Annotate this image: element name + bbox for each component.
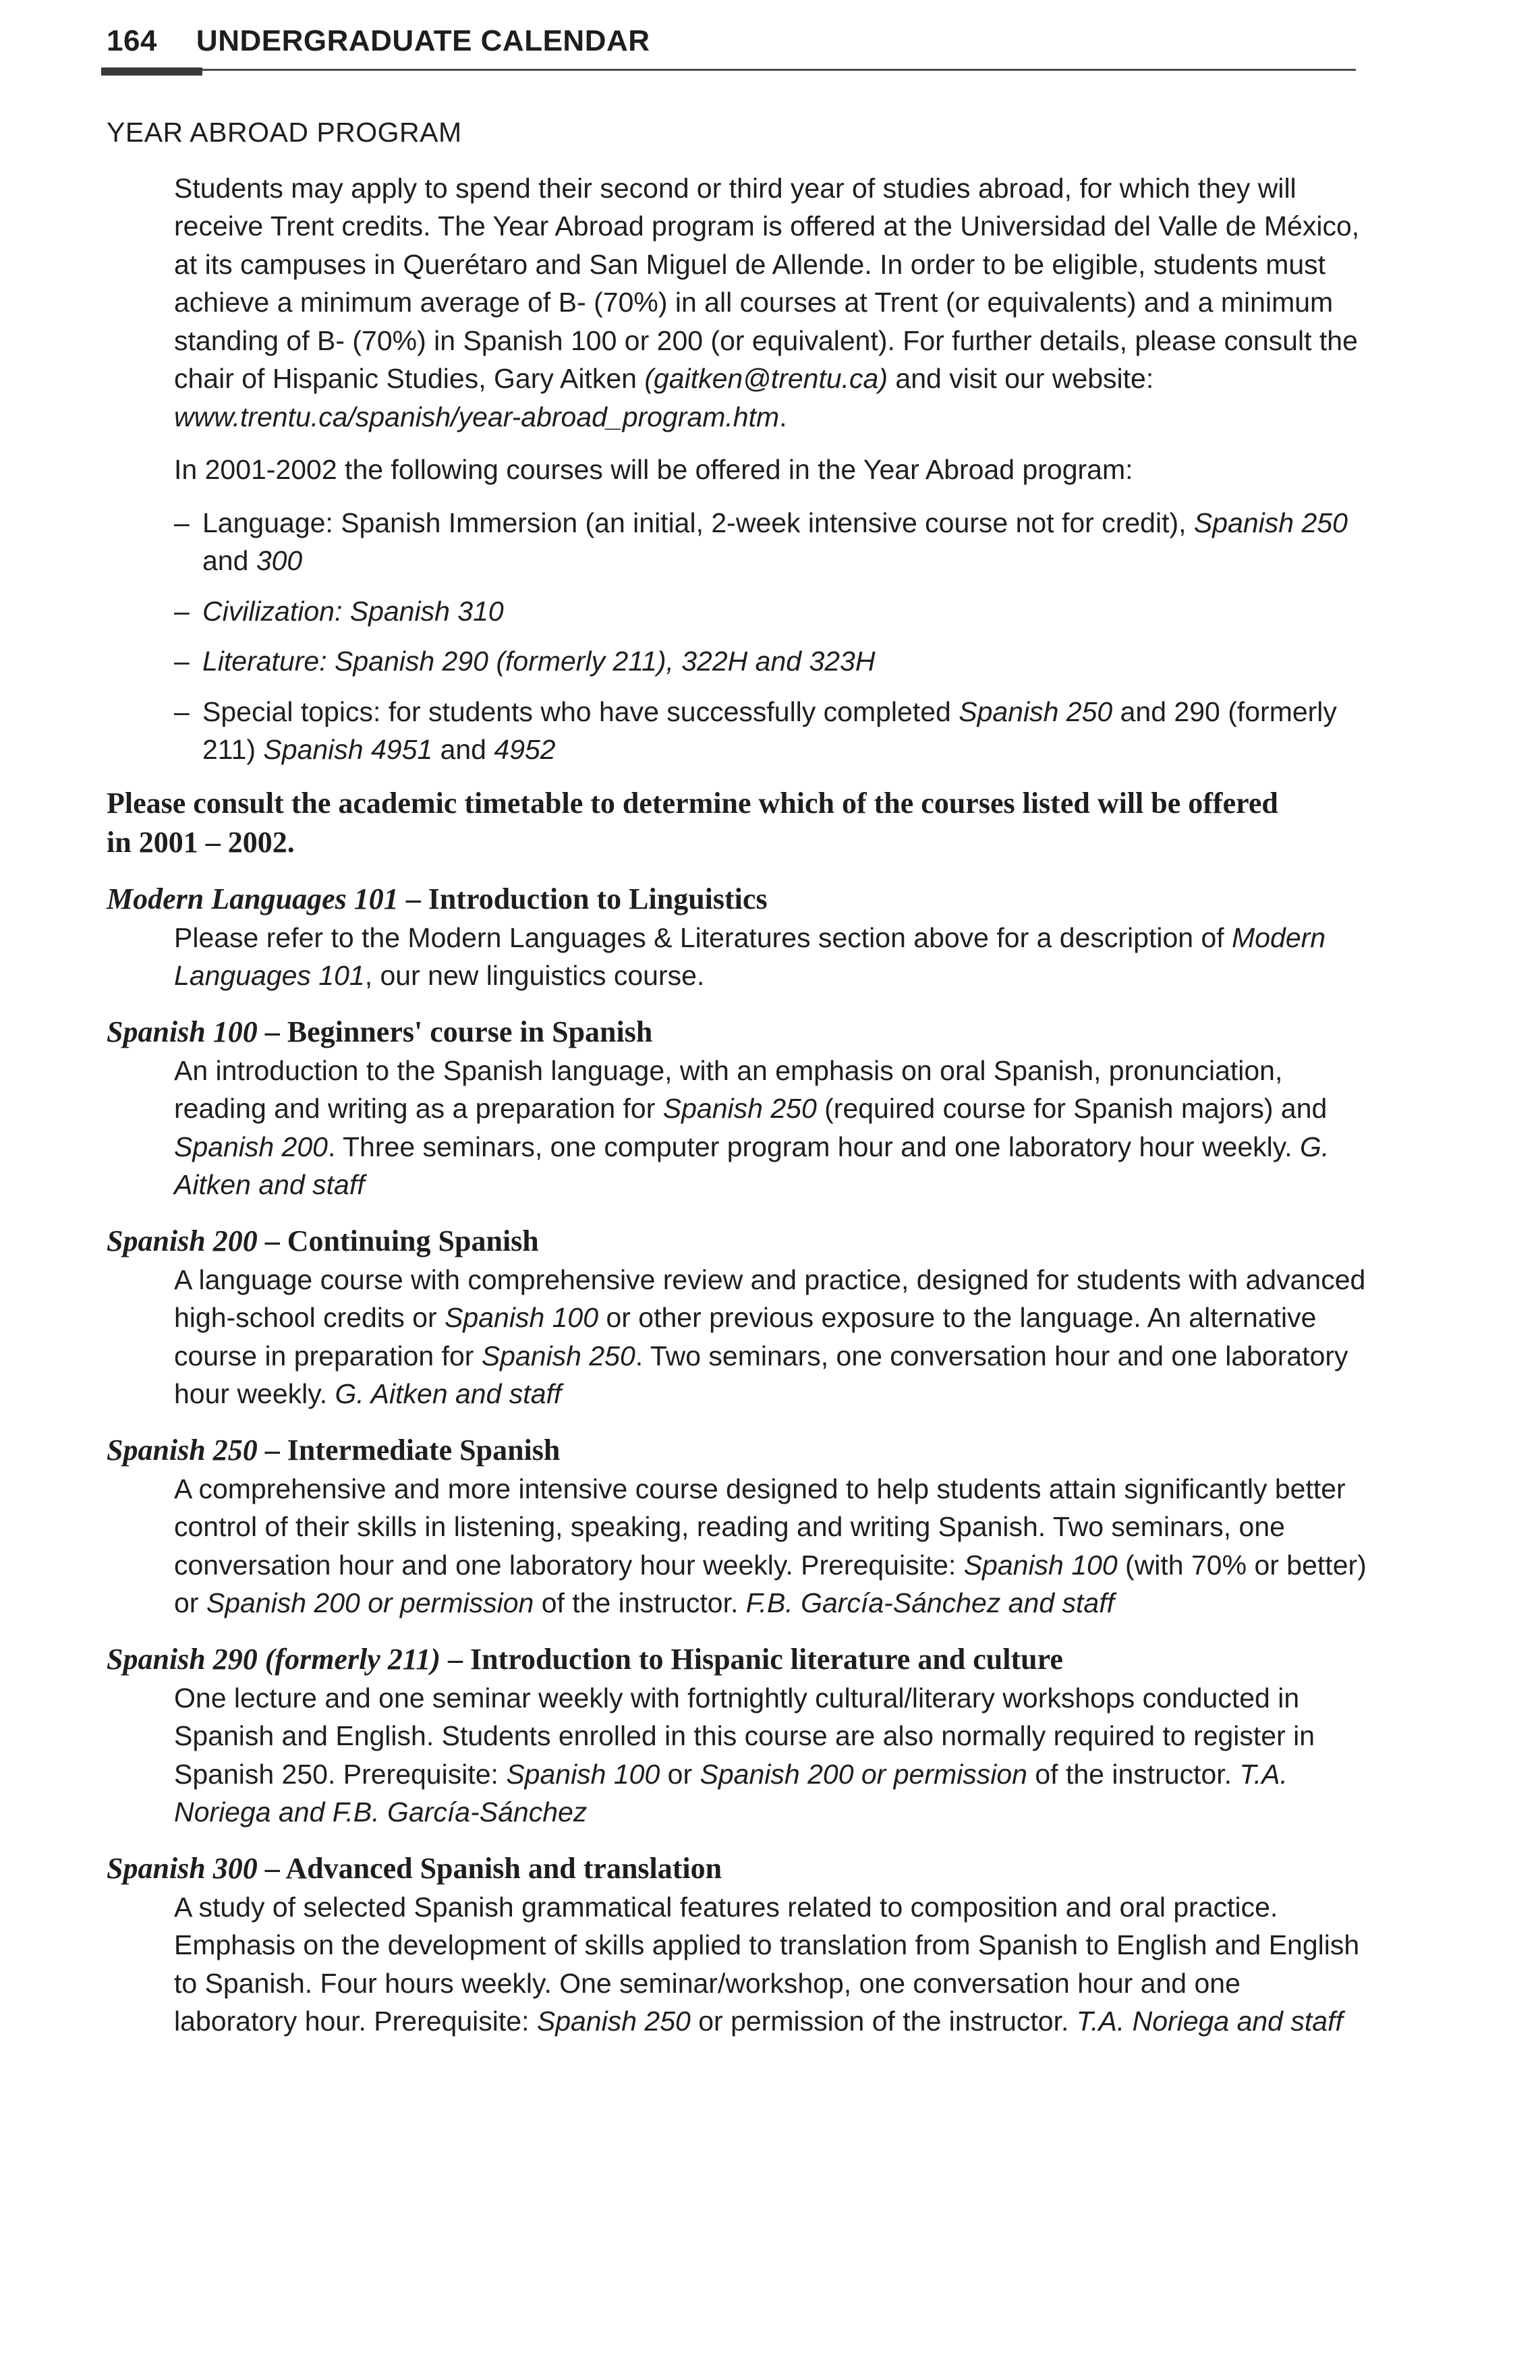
course-instructors: G. Aitken and staff	[335, 1378, 562, 1409]
list-dash: –	[174, 696, 190, 727]
course-instructors: G. Aitken and staff	[174, 1131, 1330, 1200]
offered-course-list	[174, 504, 1368, 769]
intro-text-3: .	[779, 401, 787, 432]
course-code: Spanish 200	[107, 1224, 258, 1257]
list-text-italic: 300	[256, 545, 303, 576]
header-rule	[101, 69, 1356, 71]
course-description: A study of selected Spanish grammatical features related to composition and oral practice. Emphasis on the development of skills applied to translation from Spanish to English and English to Spanish. Four hours weekly. One seminar/workshop, one conversation hour and one laboratory hour. Prerequisite: Spanish 250 or permission of the instructor. T.A. Noriega and staff	[174, 1891, 1360, 2037]
course-sep: –	[257, 1433, 287, 1467]
course-description: A language course with comprehensive review and practice, designed for students with advanced high-school credits or Spanish 100 or other previous exposure to the language. An alternative course in preparation for Spanish 250. Two seminars, one conversation hour and one laboratory hour weekly. G. Aitken and staff	[174, 1264, 1366, 1409]
course-title: Introduction to Linguistics	[428, 882, 768, 915]
course-heading	[107, 1222, 1368, 1261]
course-heading	[107, 1849, 1368, 1888]
email-address: (gaitken@trentu.ca)	[644, 363, 888, 394]
course-title: Beginners' course in Spanish	[287, 1015, 653, 1048]
course-entry	[107, 1013, 1368, 1204]
course-code: Spanish 300	[107, 1851, 258, 1885]
offered-courses-intro: In 2001-2002 the following courses will be offered in the Year Abroad program:	[174, 454, 1133, 485]
course-instructors: T.A. Noriega and staff	[1076, 2006, 1343, 2037]
course-title: Continuing Spanish	[287, 1224, 539, 1257]
list-text-italic: Civilization: Spanish 310	[202, 595, 504, 627]
list-item	[174, 642, 1368, 681]
course-sep: –	[257, 1015, 287, 1048]
intro-text: Students may apply to spend their second or third year of studies abroad, for which they will receive Trent credits. The Year Abroad program is offered at the Universidad del Valle de México, at its campuses in Querétaro and San Miguel de Allende. In order to be eligible, students must achieve a minimum average of B- (70%) in all courses at Trent (or equivalents) and a minimum standing of B- (70%) in Spanish 100 or 200 (or equivalent). For further details, please consult the chair of Hispanic Studies, Gary Aitken	[174, 172, 1360, 394]
course-sep: –	[257, 1224, 287, 1257]
list-text: and	[432, 734, 494, 765]
course-list	[107, 880, 1368, 2041]
course-entry	[107, 1431, 1368, 1622]
list-dash: –	[174, 595, 190, 627]
running-head	[107, 24, 650, 58]
list-text-italic: Spanish 4951	[263, 734, 433, 765]
timetable-notice: Please consult the academic timetable to determine which of the courses listed will be offered in 2001 – 2002.	[107, 786, 1278, 859]
list-item	[174, 504, 1368, 580]
list-text: Language: Spanish Immersion (an initial, 2-week intensive course not for credit),	[202, 507, 1194, 538]
running-title: UNDERGRADUATE CALENDAR	[196, 24, 650, 57]
intro-paragraph	[174, 169, 1368, 436]
list-dash: –	[174, 507, 190, 538]
course-description: One lecture and one seminar weekly with fortnightly cultural/literary workshops conducted in Spanish and English. Students enrolled in this course are also normally required to register in Spanish 250. Prerequisite: Spanish 100 or Spanish 200 or permission of the instructor. T.A. Noriega and F.B. García-Sánchez	[174, 1682, 1315, 1828]
course-description: A comprehensive and more intensive course designed to help students attain significantly better control of their skills in listening, speaking, reading and writing Spanish. Two seminars, one conversation hour and one laboratory hour weekly. Prerequisite: Spanish 100 (with 70% or better) or Spanish 200 or permission of the instructor. F.B. García-Sánchez and staff	[174, 1473, 1367, 1618]
course-entry	[107, 1222, 1368, 1413]
course-instructors: F.B. García-Sánchez and staff	[745, 1587, 1114, 1618]
list-text-italic: 4952	[494, 734, 556, 765]
list-text: Special topics: for students who have successfully completed	[202, 696, 959, 727]
section-title: YEAR ABROAD PROGRAM	[107, 117, 462, 148]
header-rule-tab	[101, 67, 202, 76]
list-dash: –	[174, 646, 190, 677]
course-heading	[107, 1013, 1368, 1052]
course-sep: –	[398, 882, 428, 915]
course-description: Please refer to the Modern Languages & Literatures section above for a description of Modern Languages 101, our new linguistics course.	[174, 922, 1326, 991]
page-number: 164	[107, 24, 157, 57]
course-description: An introduction to the Spanish language, with an emphasis on oral Spanish, pronunciation, reading and writing as a preparation for Spanish 250 (required course for Spanish majors) and Spanish 200. Three seminars, one computer program hour and one laboratory hour weekly. G. Aitken and staff	[174, 1054, 1330, 1200]
list-item	[174, 592, 1368, 631]
course-heading	[107, 1431, 1368, 1470]
course-title: Introduction to Hispanic literature and culture	[470, 1642, 1063, 1676]
list-item	[174, 693, 1368, 769]
course-entry	[107, 1640, 1368, 1832]
course-code: Spanish 250	[107, 1433, 258, 1467]
course-heading	[107, 880, 1368, 919]
course-entry	[107, 880, 1368, 995]
course-entry	[107, 1849, 1368, 2041]
list-text-italic: Spanish 250	[1193, 507, 1348, 538]
course-title: Intermediate Spanish	[287, 1433, 561, 1467]
list-text-italic: Literature: Spanish 290 (formerly 211), 322H and 323H	[202, 646, 876, 677]
course-code: Modern Languages 101	[107, 882, 399, 915]
course-code: Spanish 290 (formerly 211)	[107, 1642, 441, 1676]
course-heading	[107, 1640, 1368, 1679]
intro-text-2: and visit our website:	[888, 363, 1154, 394]
website-address: www.trentu.ca/spanish/year-abroad_program.htm	[174, 401, 780, 432]
course-code: Spanish 100	[107, 1015, 258, 1048]
course-title: Advanced Spanish and translation	[285, 1851, 722, 1885]
course-sep: –	[257, 1851, 286, 1885]
list-text: and 290 (formerly 211)	[202, 696, 1337, 765]
intro-block	[174, 169, 1368, 489]
list-text: and	[202, 545, 256, 576]
course-sep: –	[440, 1642, 471, 1676]
list-text-italic: Spanish 250	[959, 696, 1113, 727]
page-content	[107, 113, 1368, 2058]
course-instructors: T.A. Noriega and F.B. García-Sánchez	[174, 1758, 1288, 1828]
